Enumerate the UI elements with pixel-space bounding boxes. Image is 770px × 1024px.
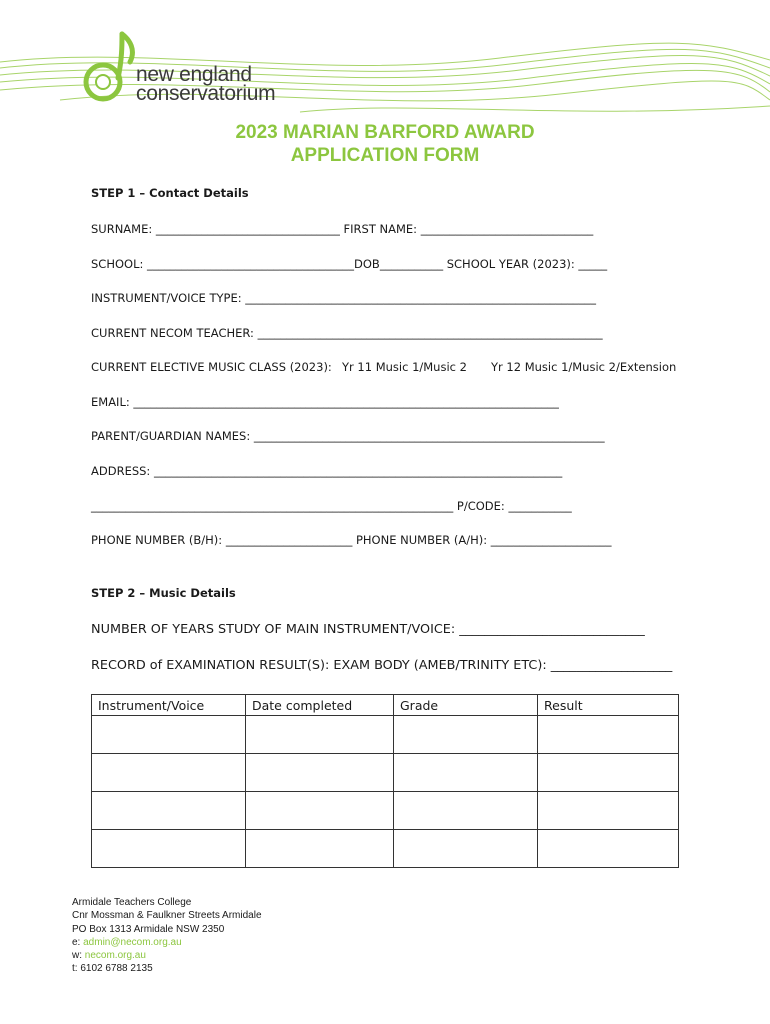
table-row [92, 792, 679, 830]
exam-results-line[interactable]: RECORD of EXAMINATION RESULT(S): EXAM BODY (AMEB/TRINITY ETC): ___________________ [91, 658, 673, 673]
email-link[interactable]: admin@necom.org.au [83, 936, 182, 948]
table-cell[interactable] [394, 716, 538, 754]
step1-heading: STEP 1 – Contact Details [91, 186, 249, 200]
footer-line-2: Cnr Mossman & Faulkner Streets Armidale [72, 910, 262, 922]
footer-contact [72, 896, 262, 976]
table-cell[interactable] [246, 754, 394, 792]
table-row [92, 716, 679, 754]
footer-line-1: Armidale Teachers College [72, 897, 192, 908]
table-cell[interactable] [92, 716, 246, 754]
table-cell[interactable] [92, 754, 246, 792]
footer-web [72, 949, 262, 962]
exam-results-table [91, 694, 679, 868]
logo-line-2: conservatorium [136, 82, 276, 105]
table-cell[interactable] [394, 830, 538, 868]
email-line[interactable]: EMAIL: __________________________________________________________________________ [91, 395, 559, 409]
address-postcode-line[interactable]: _______________________________________________________________ P/CODE: ___________ [91, 499, 572, 513]
table-cell[interactable] [246, 716, 394, 754]
logo-line-1: new england [136, 63, 252, 86]
title-line-2: APPLICATION FORM [290, 145, 480, 166]
years-study-line[interactable]: NUMBER OF YEARS STUDY OF MAIN INSTRUMENT/VOICE: _____________________________ [91, 622, 645, 637]
school-dob-year-line[interactable]: SCHOOL: ____________________________________DOB___________ SCHOOL YEAR (2023): _____ [91, 257, 608, 271]
surname-firstname-line[interactable]: SURNAME: ________________________________ FIRST NAME: ______________________________ [91, 222, 594, 236]
parent-guardian-line[interactable]: PARENT/GUARDIAN NAMES: _____________________________________________________________ [91, 429, 605, 443]
table-row [92, 754, 679, 792]
header-grade: Grade [394, 695, 538, 716]
table-row [92, 830, 679, 868]
title-line-1: 2023 MARIAN BARFORD AWARD [235, 122, 535, 143]
footer-line-3: PO Box 1313 Armidale NSW 2350 [72, 923, 225, 935]
table-header-row [92, 695, 679, 716]
table-cell[interactable] [92, 792, 246, 830]
web-prefix: w: [72, 950, 85, 962]
elective-option-yr11[interactable]: Yr 11 Music 1/Music 2 [342, 360, 467, 374]
elective-option-yr12[interactable]: Yr 12 Music 1/Music 2/Extension [491, 360, 677, 374]
table-cell[interactable] [394, 754, 538, 792]
logo-wordmark [136, 65, 275, 103]
header-date-completed: Date completed [246, 695, 394, 716]
table-cell[interactable] [246, 792, 394, 830]
table-cell[interactable] [394, 792, 538, 830]
header-instrument-voice: Instrument/Voice [92, 695, 246, 716]
elective-label: CURRENT ELECTIVE MUSIC CLASS (2023): [91, 360, 332, 374]
footer-phone: t: 6102 6788 2135 [72, 963, 153, 975]
address-line[interactable]: ADDRESS: _______________________________________________________________________ [91, 464, 563, 478]
necom-teacher-line[interactable]: CURRENT NECOM TEACHER: ____________________________________________________________ [91, 326, 603, 340]
instrument-voice-line[interactable]: INSTRUMENT/VOICE TYPE: _____________________________________________________________ [91, 291, 597, 305]
table-cell[interactable] [538, 830, 679, 868]
table-cell[interactable] [538, 792, 679, 830]
step2-heading: STEP 2 – Music Details [91, 586, 236, 600]
phone-numbers-line[interactable]: PHONE NUMBER (B/H): ______________________ PHONE NUMBER (A/H): _____________________ [91, 533, 612, 547]
table-cell[interactable] [92, 830, 246, 868]
web-link[interactable]: necom.org.au [84, 950, 146, 962]
header-result: Result [538, 695, 679, 716]
table-cell[interactable] [538, 716, 679, 754]
form-title [0, 121, 770, 167]
table-cell[interactable] [538, 754, 679, 792]
email-prefix: e: [72, 936, 84, 948]
table-cell[interactable] [246, 830, 394, 868]
footer-email [72, 936, 262, 949]
